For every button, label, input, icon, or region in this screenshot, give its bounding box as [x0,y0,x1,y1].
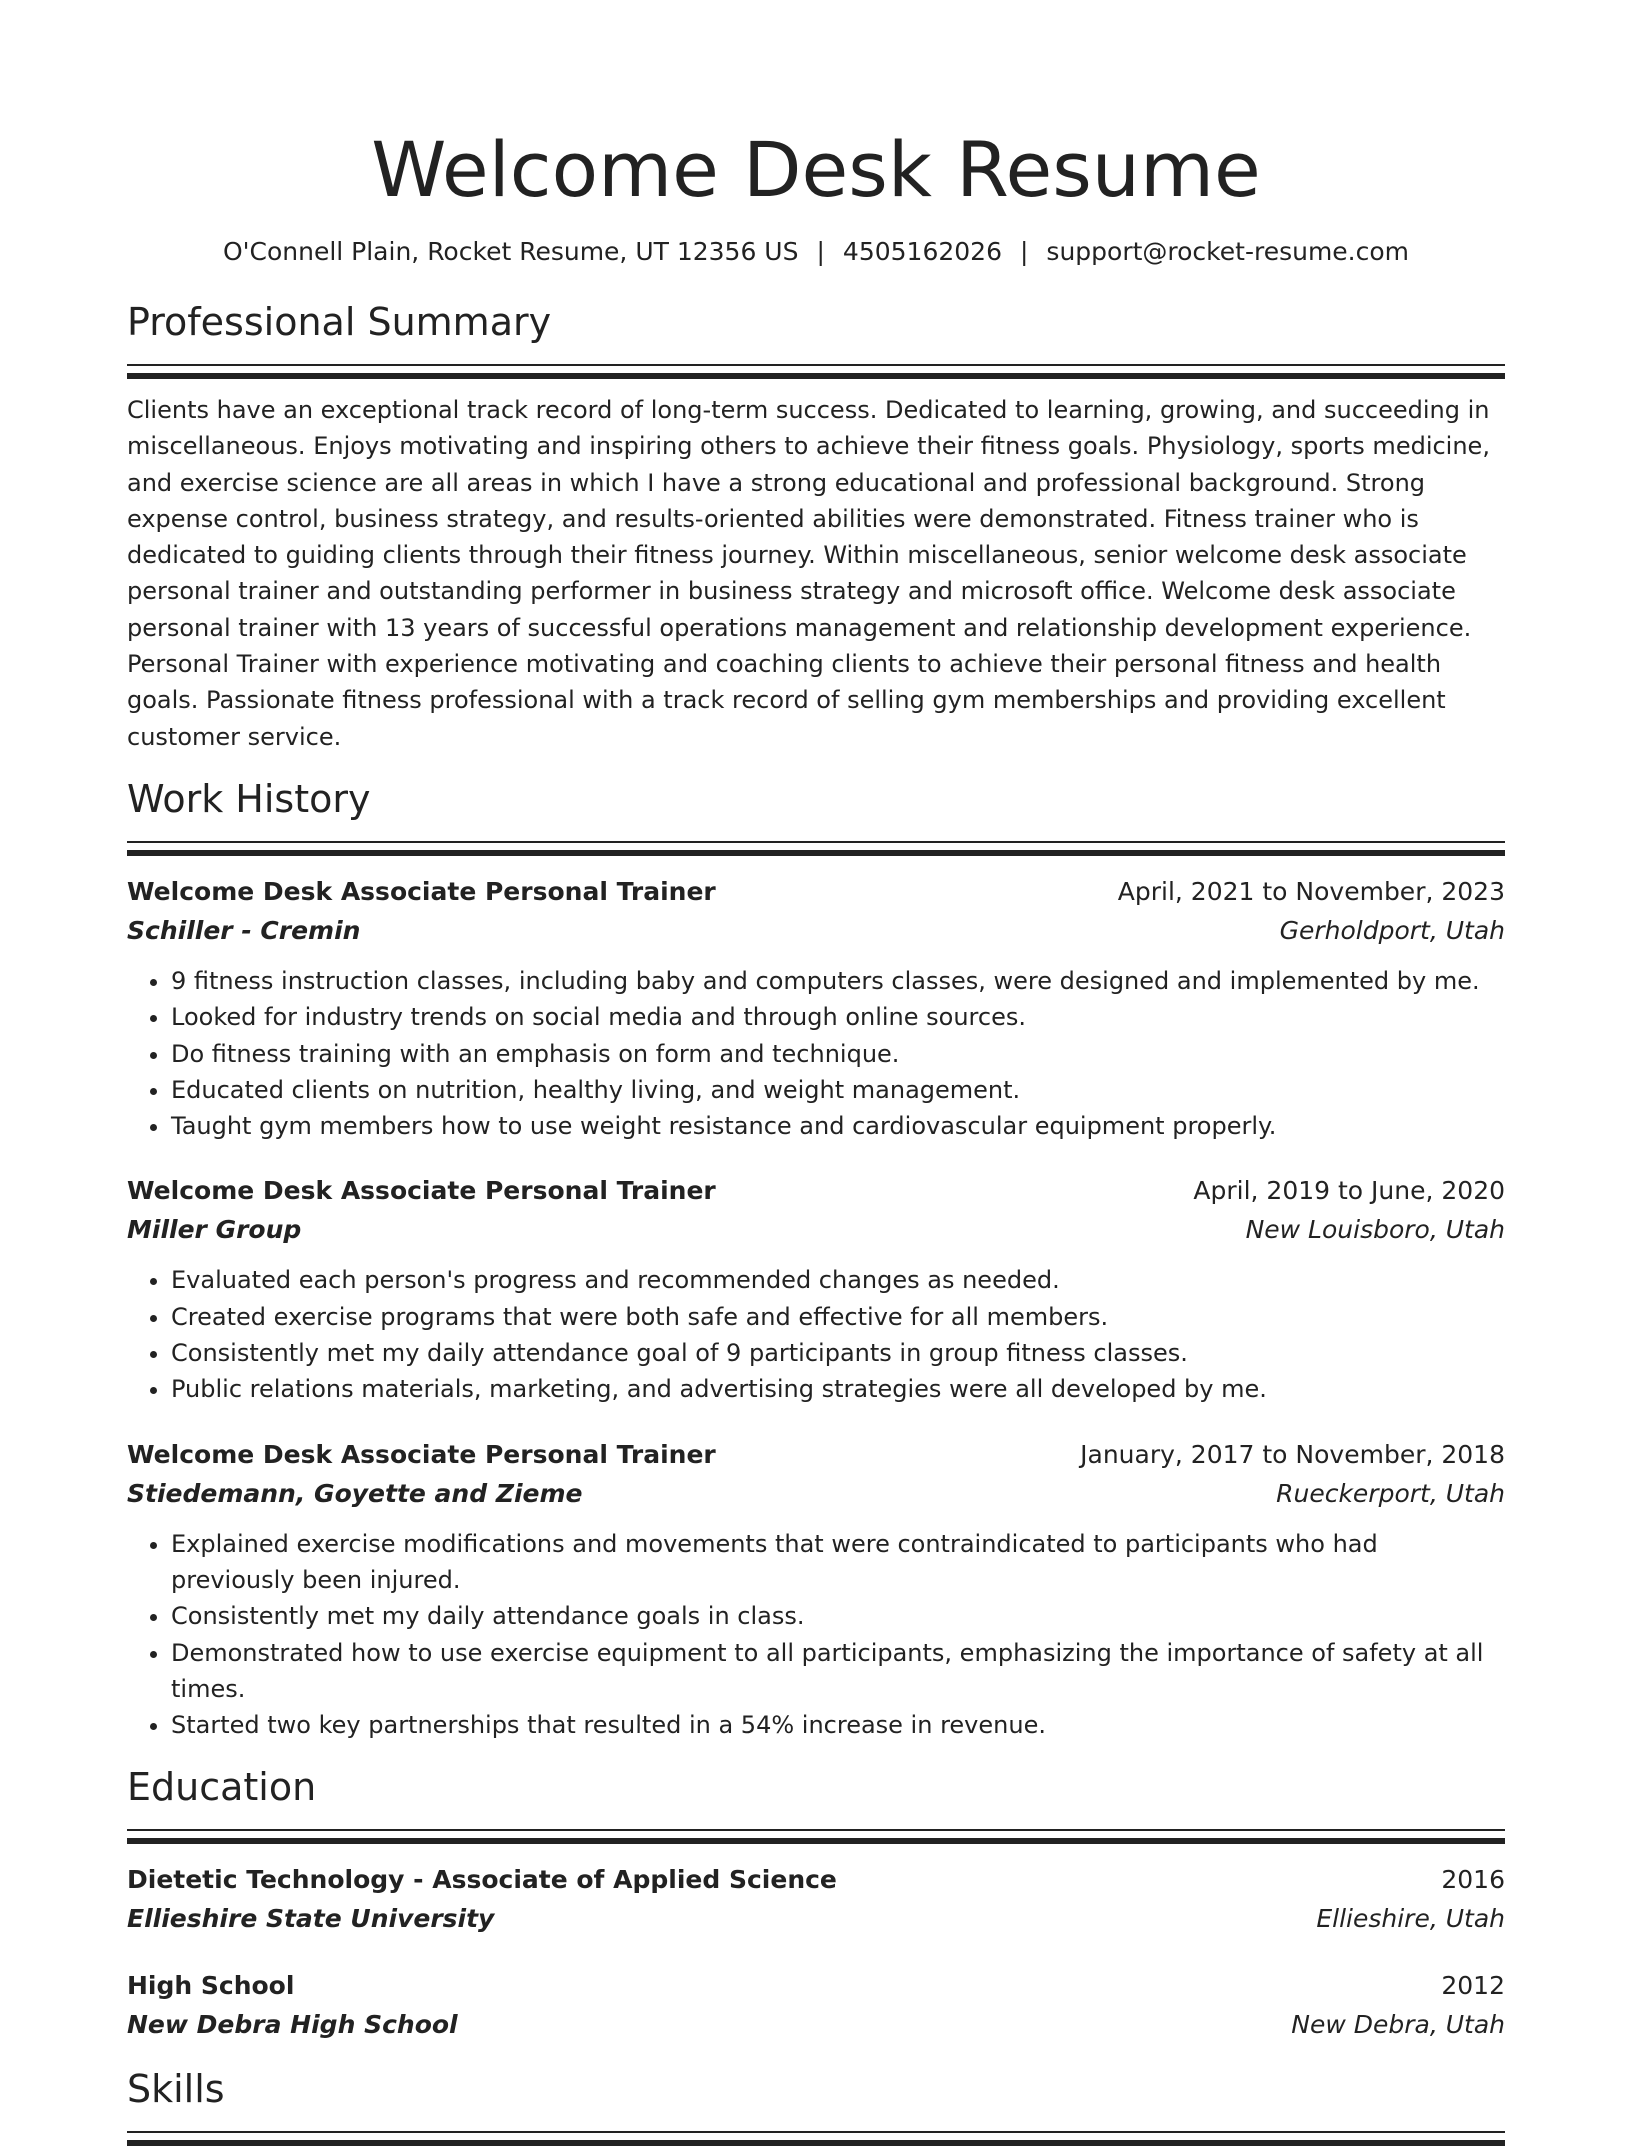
job-dates: January, 2017 to November, 2018 [1080,1439,1505,1469]
education-year: 2012 [1441,1971,1505,2001]
job-title: Welcome Desk Associate Personal Trainer [127,1176,716,1206]
education-location: Ellieshire, Utah [1316,1904,1505,1934]
bullet-item: • Demonstrated how to use exercise equipment to all participants, emphasizing the importance of safety at all times. [171,1635,1505,1708]
job-dates: April, 2019 to June, 2020 [1193,1176,1505,1206]
job-entry [127,873,1505,1144]
contact-phone: 4505162026 [842,237,1002,266]
education-year: 2016 [1441,1865,1505,1895]
job-dates: April, 2021 to November, 2023 [1117,876,1505,906]
section-divider [127,1829,1505,1831]
bullet-item: • Do fitness training with an emphasis on form and technique. [171,1036,1505,1072]
education-school: Ellieshire State University [127,1904,495,1934]
bullet-item: • Evaluated each person's progress and recommended changes as needed. [171,1262,1505,1298]
bullet-item: • Taught gym members how to use weight resistance and cardiovascular equipment properly. [171,1108,1505,1144]
work-history-section [127,775,1505,1743]
bullet-item: • Educated clients on nutrition, healthy living, and weight management. [171,1072,1505,1108]
bullet-item: • Consistently met my daily attendance goals in class. [171,1598,1505,1634]
section-divider [127,2131,1505,2133]
job-entry [127,1172,1505,1407]
job-bullets [127,1526,1505,1744]
summary-text: Clients have an exceptional track record of long-term success. Dedicated to learning, growing, and succeeding in miscellaneous. Enjoys motivating and inspiring others to achieve their fitness goals. Physiology, sports medicine, and exercise science are all areas in which I have a strong educational and professional background. Strong expense control, business strategy, and results-oriented abilities were demonstrated. Fitness trainer who is dedicated to guiding clients through their fitness journey. Within miscellaneous, senior welcome desk associate personal trainer and outstanding performer in business strategy and microsoft office. Welcome desk associate personal trainer with 13 years of successful operations management and relationship development experience. Personal Trainer with experience motivating and coaching clients to achieve their personal fitness and health goals. Passionate fitness professional with a track record of selling gym memberships and providing excellent customer service. [127,396,1490,751]
job-company: Stiedemann, Goyette and Zieme [127,1478,583,1508]
bullet-item: • Created exercise programs that were both safe and effective for all members. [171,1299,1505,1335]
education-location: New Debra, Utah [1291,2010,1505,2040]
section-divider [127,841,1505,843]
contact-separator: | [816,237,825,266]
education-degree: Dietetic Technology - Associate of Applied Science [127,1865,837,1895]
bullet-item: • Looked for industry trends on social media and through online sources. [171,999,1505,1035]
bullet-item: • Public relations materials, marketing, and advertising strategies were all developed by me. [171,1371,1505,1407]
summary-section [127,298,1505,755]
job-title: Welcome Desk Associate Personal Trainer [127,1439,716,1469]
job-company: Schiller - Cremin [127,915,361,945]
job-location: New Louisboro, Utah [1245,1215,1505,1245]
job-entry [127,1436,1505,1744]
bullet-item: • Explained exercise modifications and movements that were contraindicated to participants who had previously been injured. [171,1526,1505,1599]
resume-page [127,0,1505,2133]
section-title-education: Education [127,1765,317,1810]
education-school: New Debra High School [127,2010,458,2040]
job-company: Miller Group [127,1215,302,1245]
job-bullets [127,963,1505,1144]
bullet-item: • Consistently met my daily attendance goal of 9 participants in group fitness classes. [171,1335,1505,1371]
contact-line [127,236,1505,268]
bullet-item: • 9 fitness instruction classes, including baby and computers classes, were designed and implemented by me. [171,963,1505,999]
contact-email: support@rocket-resume.com [1046,237,1410,266]
education-degree: High School [127,1971,295,2001]
resume-name: Welcome Desk Resume [371,125,1261,214]
contact-separator: | [1019,237,1029,266]
bullet-item: • Started two key partnerships that resulted in a 54% increase in revenue. [171,1707,1505,1743]
job-title: Welcome Desk Associate Personal Trainer [127,876,716,906]
section-divider [127,364,1505,366]
contact-address: O'Connell Plain, Rocket Resume, UT 12356 US [222,237,799,266]
job-bullets [127,1262,1505,1407]
skills-section [127,2065,1505,2133]
job-location: Gerholdport, Utah [1279,915,1505,945]
education-entry [127,1861,1505,1939]
section-title-work: Work History [127,776,371,821]
education-section [127,1763,1505,2045]
education-entry [127,1967,1505,2045]
section-title-summary: Professional Summary [127,300,552,344]
section-title-skills: Skills [127,2067,225,2112]
job-location: Rueckerport, Utah [1276,1478,1505,1508]
